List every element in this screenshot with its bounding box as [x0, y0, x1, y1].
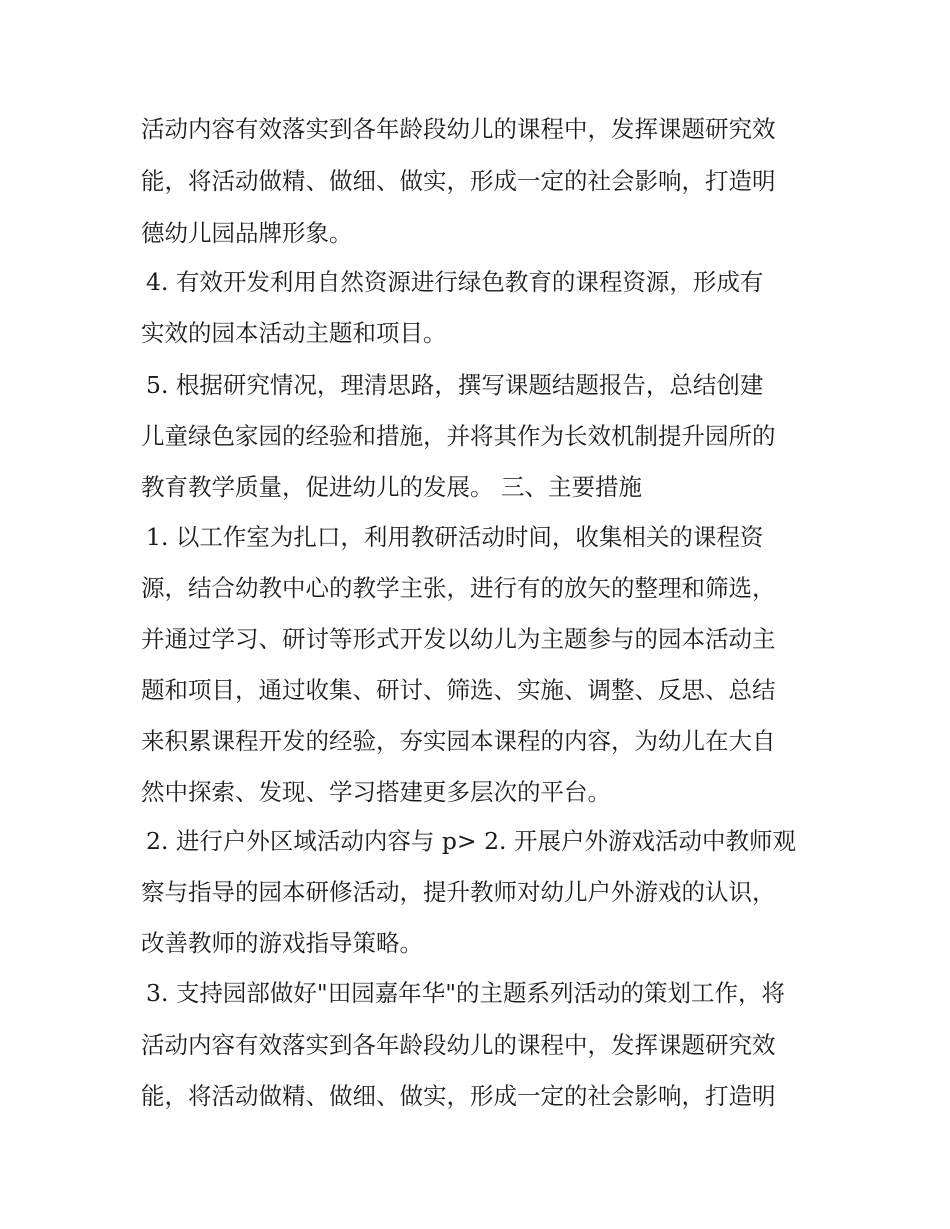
- text-line: 源，结合幼教中心的教学主张，进行有的放矢的整理和筛选，: [141, 574, 776, 602]
- text-line: 能，将活动做精、做细、做实，形成一定的社会影响，打造明: [141, 167, 776, 195]
- list-item-4: 4. 有效开发利用自然资源进行绿色教育的课程资源，形成有: [146, 268, 764, 296]
- measure-item-2: 2. 进行户外区域活动内容与 p> 2. 开展户外游戏活动中教师观: [146, 827, 796, 855]
- measure-item-1: 1. 以工作室为扎口，利用教研活动时间，收集相关的课程资: [146, 523, 764, 551]
- text-line: 然中探索、发现、学习搭建更多层次的平台。: [141, 778, 611, 806]
- text-line: 题和项目，通过收集、研讨、筛选、实施、调整、反思、总结: [141, 676, 776, 704]
- text-line: 活动内容有效落实到各年龄段幼儿的课程中，发挥课题研究效: [141, 1031, 776, 1059]
- section-heading-line: 教育教学质量，促进幼儿的发展。 三、主要措施: [141, 473, 642, 501]
- measure-item-3: 3. 支持园部做好"田园嘉年华"的主题系列活动的策划工作，将: [146, 979, 786, 1007]
- text-line: 并通过学习、研讨等形式开发以幼儿为主题参与的园本活动主: [141, 625, 776, 653]
- text-line: 实效的园本活动主题和项目。: [141, 319, 447, 347]
- text-line: 儿童绿色家园的经验和措施，并将其作为长效机制提升园所的: [141, 422, 776, 450]
- text-line: 德幼儿园品牌形象。: [141, 219, 353, 247]
- text-line: 改善教师的游戏指导策略。: [141, 929, 423, 957]
- list-item-5: 5. 根据研究情况，理清思路，撰写课题结题报告，总结创建: [146, 371, 764, 399]
- text-line: 察与指导的园本研修活动，提升教师对幼儿户外游戏的认识，: [141, 878, 776, 906]
- text-line: 来积累课程开发的经验，夯实园本课程的内容，为幼儿在大自: [141, 727, 776, 755]
- text-line: 能，将活动做精、做细、做实，形成一定的社会影响，打造明: [141, 1082, 776, 1110]
- text-line: 活动内容有效落实到各年龄段幼儿的课程中，发挥课题研究效: [141, 115, 776, 143]
